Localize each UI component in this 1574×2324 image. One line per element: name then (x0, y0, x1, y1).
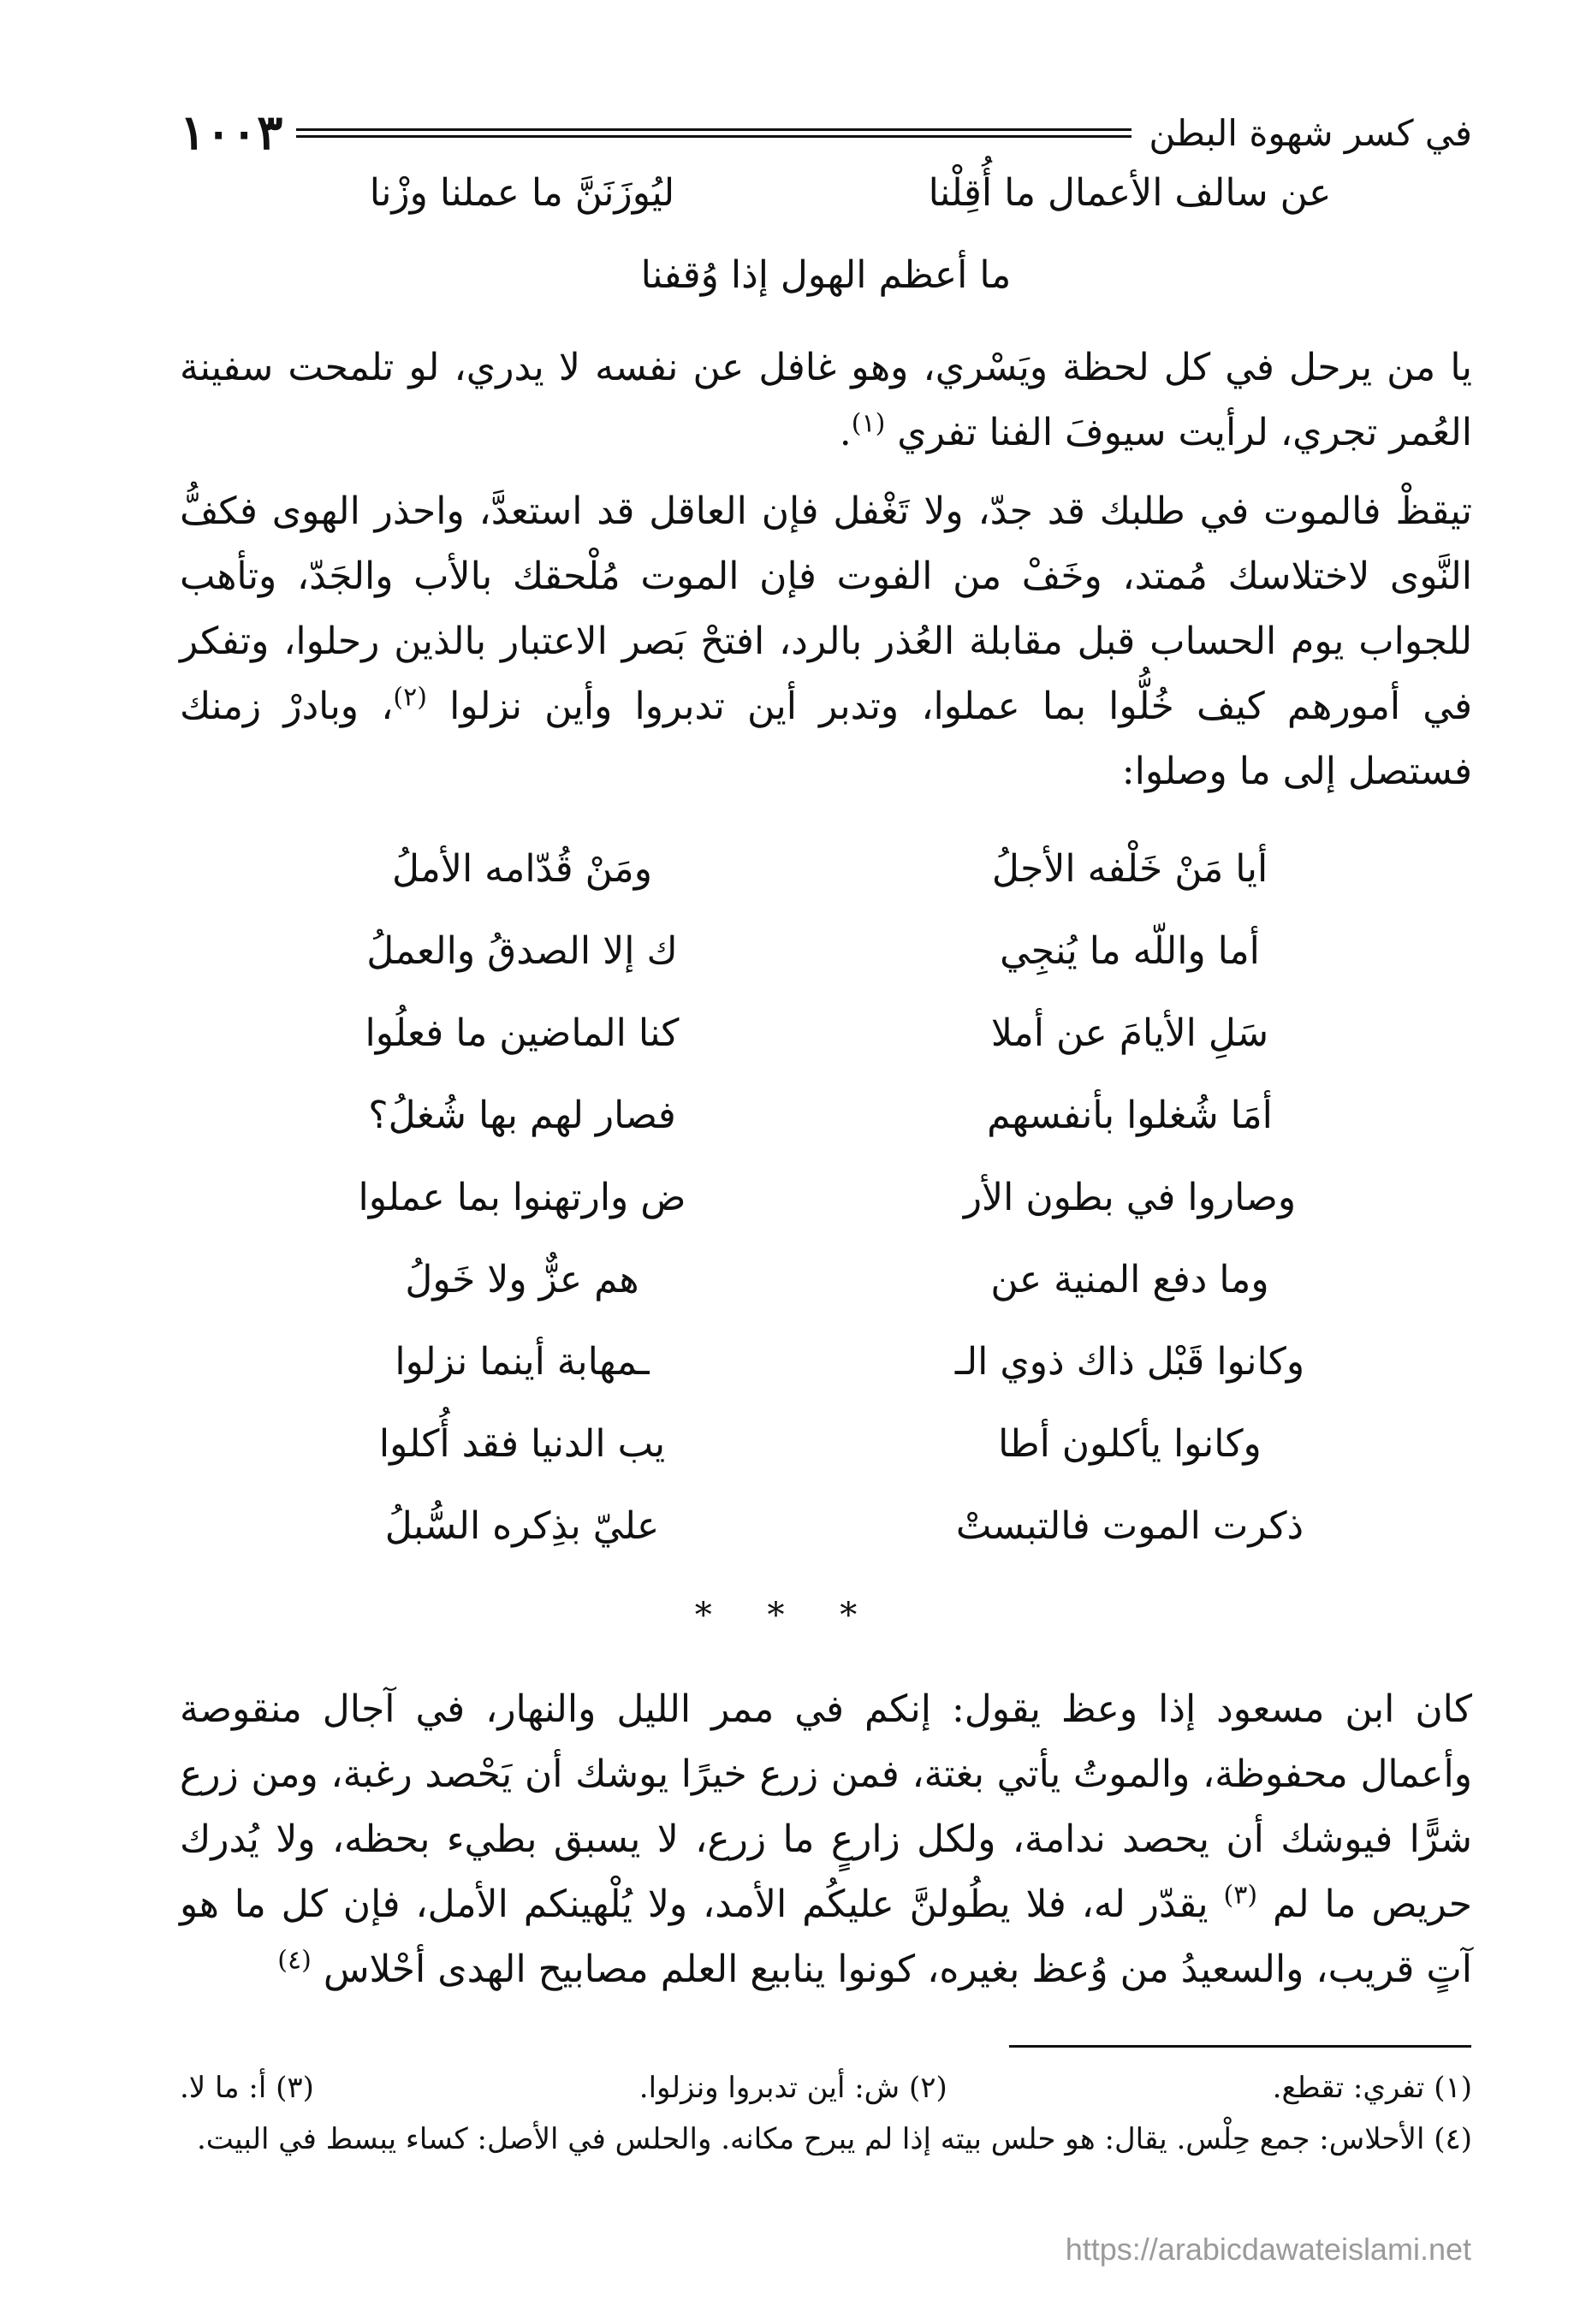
footnote-ref-4: (٤) (277, 1945, 312, 1976)
hemistich-right: وكانوا يأكلون أطا (998, 1422, 1262, 1466)
paragraph-1-end: . (839, 411, 852, 454)
footnotes (180, 2062, 1472, 2165)
hemistich-left: عليّ بذِكره السُّبلُ (384, 1504, 660, 1548)
hemistich-left: كنا الماضين ما فعلُوا (365, 1011, 680, 1055)
page-header (180, 94, 1472, 171)
footnote-row (180, 2062, 1472, 2114)
hemistich-left: ض وارتهنوا بما عملوا (358, 1176, 686, 1219)
paragraph-3-text-b: يقدّر له، فلا يطُولنَّ عليكُم الأمد، ولا يُلْهينكم الأمل، فإن كل ما هو آتٍ قريب، والسعيدُ من وُعظ بغيره، كونوا ينابيع العلم مصابيح الهدى أحْلاس (180, 1882, 1472, 1991)
paragraph-1-text: يا من يرحل في كل لحظة ويَسْري، وهو غافل عن نفسه لا يدري، لو تلمحت سفينة العُمر تجري، لرأيت سيوفَ الفنا تفري (180, 346, 1472, 454)
poem2-verse (180, 1258, 1472, 1323)
hemistich-right: أما واللّه ما يُنجِي (1000, 929, 1260, 973)
hemistich-left: ومَنْ قُدّامه الأملُ (391, 847, 652, 891)
section-separator: * * * (694, 1596, 880, 1635)
hemistich-right: وكانوا قَبْل ذاك ذوي الـ (954, 1340, 1305, 1384)
poem2-verse (180, 1422, 1472, 1487)
paragraph-2-text-a: تيقظْ فالموت في طلبك قد جدّ، ولا تَغْفل فإن العاقل قد استعدَّ، واحذر الهوى فكفُّ النَّوى لاختلاسك مُمتد، وخَفْ من الفوت فإن الموت مُلْحقك بالأب والجَدّ، وتأهب للجواب يوم الحساب قبل مقابلة العُذر بالرد، افتحْ بَصر الاعتبار بالذين رحلوا، وتفكر في أمورهم كيف خُلُّوا بما عملوا، وتدبر أين تدبروا وأين نزلوا (180, 489, 1472, 728)
header-rule (296, 128, 1131, 138)
hemistich-center: ما أعظم الهول إذا وُقفنا (640, 253, 1012, 297)
poem2-verse (180, 847, 1472, 912)
paragraph-2-text-b: ، وبادرْ زمنك فستصل إلى ما وصلوا: (180, 685, 1472, 793)
hemistich-right: سَلِ الأيامَ عن أملا (990, 1011, 1269, 1055)
poem2-verse (180, 1094, 1472, 1159)
footnote-3: (٣) أ: ما لا. (180, 2071, 314, 2105)
hemistich-right: عن سالف الأعمال ما أُقِلْنا (928, 171, 1332, 215)
page-number: ١٠٠٣ (180, 104, 283, 161)
poem2-verse (180, 929, 1472, 994)
hemistich-left: ليُوزَنَنَّ ما عملنا وزْنا (369, 171, 675, 215)
poem1-verse-1 (180, 171, 1472, 236)
footnote-ref-3: (٣) (1223, 1880, 1258, 1911)
footnote-ref-1: (١) (851, 408, 886, 439)
hemistich-right: ذكرت الموت فالتبستْ (955, 1504, 1304, 1548)
paragraph-2 (180, 479, 1472, 804)
hemistich-left: هم عزٌّ ولا خَولُ (405, 1258, 639, 1301)
footnote-2: (٢) ش: أين تدبروا ونزلوا. (639, 2071, 947, 2105)
hemistich-left: فصار لهم بها شُغلُ؟ (368, 1094, 676, 1137)
paragraph-1 (180, 335, 1472, 465)
hemistich-right: أيا مَنْ خَلْفه الأجلُ (991, 847, 1268, 891)
hemistich-left: ـمهابة أينما نزلوا (395, 1340, 650, 1384)
hemistich-left: يب الدنيا فقد أُكلوا (378, 1422, 666, 1466)
chapter-title: في كسر شهوة البطن (1149, 111, 1472, 154)
hemistich-left: ك إلا الصدقُ والعملُ (366, 929, 678, 973)
footnote-rule (1009, 2045, 1471, 2048)
hemistich-right: أمَا شُغلوا بأنفسهم (987, 1094, 1273, 1137)
paragraph-3 (180, 1677, 1472, 2002)
footnote-4: (٤) الأحلاس: جمع حِلْس. يقال: هو حلس بيته إذا لم يبرح مكانه. والحلس في الأصل: كساء يبسط في البيت. (196, 2122, 1472, 2156)
poem2-verse (180, 1011, 1472, 1076)
poem2-verse (180, 1176, 1472, 1241)
footnote-1: (١) تفري: تقطع. (1272, 2071, 1472, 2105)
hemistich-right: وصاروا في بطون الأر (963, 1176, 1297, 1219)
paragraph-3-text-a: كان ابن مسعود إذا وعظ يقول: إنكم في ممر الليل والنهار، في آجال منقوصة وأعمال محفوظة، والموتُ يأتي بغتة، فمن زرع خيرًا يوشك أن يَحْصد رغبة، ومن زرع شرًّا فيوشك أن يحصد ندامة، ولكل زارعٍ ما زرع، لا يسبق بطيء بحظه، ولا يُدرك حريص ما لم (180, 1687, 1473, 1926)
watermark-url: https://arabicdawateislami.net (1065, 2232, 1471, 2267)
poem2-verse (180, 1504, 1472, 1569)
poem1-verse-2 (180, 253, 1472, 318)
poem2-verse (180, 1340, 1472, 1405)
hemistich-right: وما دفع المنية عن (990, 1258, 1269, 1301)
footnote-ref-2: (٢) (393, 682, 427, 713)
